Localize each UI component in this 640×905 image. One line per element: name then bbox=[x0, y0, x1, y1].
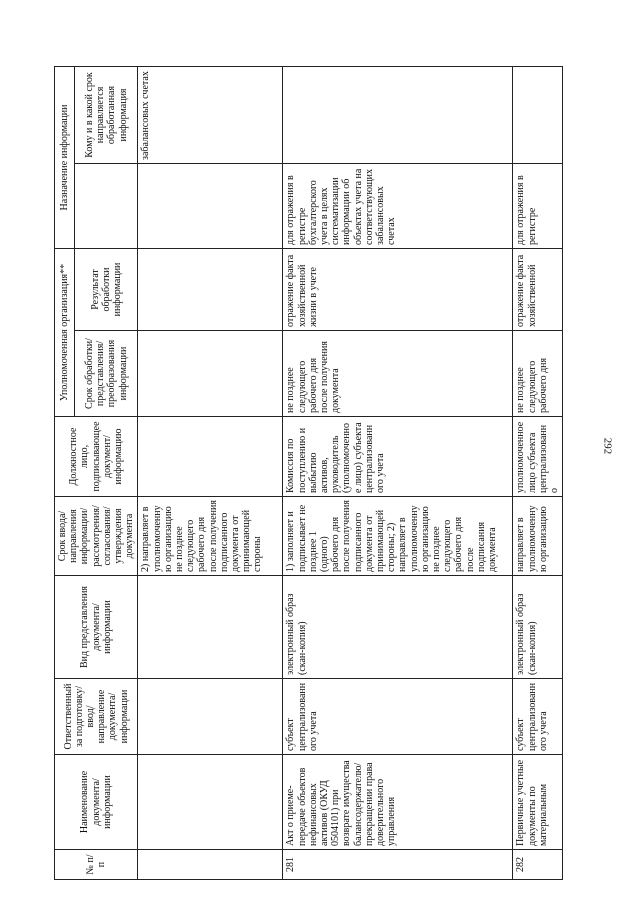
header-document-name: Наименование документа/информации bbox=[55, 755, 138, 850]
cell-responsible: субъект централизованного учета bbox=[283, 679, 513, 755]
cell-recipient bbox=[283, 66, 513, 163]
cell-processing-term: не позднее следующего рабочего дня после получения документа bbox=[283, 331, 513, 417]
header-term: Срок ввода/ направления информации/ рассмотрения/ согласования/ утверждения документа bbox=[55, 497, 138, 576]
cell-processing-result: отражение факта хозяйственной жизни в учете bbox=[283, 248, 513, 330]
header-processing-result: Результат обработки информации bbox=[75, 248, 138, 330]
cell-number: 282 bbox=[513, 850, 563, 880]
page-number: 292 bbox=[600, 437, 613, 455]
header-signer: Должностное лицо, подписывающее документ/ информацию bbox=[55, 417, 138, 497]
cell-responsible bbox=[138, 679, 283, 755]
header-authorized-org: Уполномоченная организация** bbox=[55, 248, 75, 416]
cell-purpose bbox=[138, 163, 283, 248]
header-recipient: Кому и в какой срок направляется обработанная информация bbox=[75, 66, 138, 163]
cell-signer: Комиссия по поступлению и выбытию активов, руководитель (уполномоченное лицо) субъекта централизованного учета bbox=[283, 417, 513, 497]
cell-representation-kind: электронный образ (скан-копия) bbox=[283, 576, 513, 679]
cell-term: направляет в уполномоченную организацию bbox=[513, 497, 563, 576]
cell-representation-kind bbox=[138, 576, 283, 679]
header-purpose-group: Назначение информации bbox=[55, 66, 75, 248]
cell-representation-kind: электронный образ (скан-копия) bbox=[513, 576, 563, 679]
cell-signer: уполномоченное лицо субъекта централизованно bbox=[513, 417, 563, 497]
cell-number: 281 bbox=[283, 850, 513, 880]
cell-document-name: Акт о приеме-передаче объектов нефинансовых активов (ОКУД 0504101) при возврате имущества балансодержателю/прекращении права доверительного управления bbox=[283, 755, 513, 850]
cell-processing-result bbox=[138, 248, 283, 330]
table-row bbox=[513, 66, 563, 879]
header-row-1 bbox=[55, 66, 75, 879]
header-representation-kind: Вид представления документа/ информации bbox=[55, 576, 138, 679]
cell-processing-term: не позднее следующего рабочего дня bbox=[513, 331, 563, 417]
cell-responsible: субъект централизованного учета bbox=[513, 679, 563, 755]
cell-term: 1) заполняет и подписывает не позднее 1 (одного) рабочего дня после получения подписанного документа от принимающей стороны; 2) направляет в уполномоченную организацию не позднее следующего рабочего дня после подписания документа bbox=[283, 497, 513, 576]
cell-purpose: для отражения в регистре bbox=[513, 163, 563, 248]
header-number: № п/п bbox=[55, 850, 138, 880]
document-table bbox=[54, 66, 563, 880]
cell-document-name: Первичные учетные документы по материальным bbox=[513, 755, 563, 850]
cell-recipient bbox=[513, 66, 563, 163]
table-row bbox=[138, 66, 283, 879]
cell-recipient: забалансовых счетах bbox=[138, 66, 283, 163]
header-processing-term: Срок обработки/ представления/ преобразования информации bbox=[75, 331, 138, 417]
header-purpose bbox=[75, 163, 138, 248]
cell-signer bbox=[138, 417, 283, 497]
cell-term: 2) направляет в уполномоченную организацию не позднее следующего рабочего дня после получения подписанного документа от принимающей стороны bbox=[138, 497, 283, 576]
cell-processing-result: отражение факта хозяйственной bbox=[513, 248, 563, 330]
cell-purpose: для отражения в регистре бухгалтерского учета в целях систематизации информации об объектах учета на соответствующих забалансовых счетах bbox=[283, 163, 513, 248]
cell-document-name bbox=[138, 755, 283, 850]
rotated-table-wrapper bbox=[54, 67, 563, 880]
table-row bbox=[283, 66, 513, 879]
header-responsible: Ответственный за подготовку/ ввод/ направление документа/ информации bbox=[55, 679, 138, 755]
cell-processing-term bbox=[138, 331, 283, 417]
cell-number bbox=[138, 850, 283, 880]
